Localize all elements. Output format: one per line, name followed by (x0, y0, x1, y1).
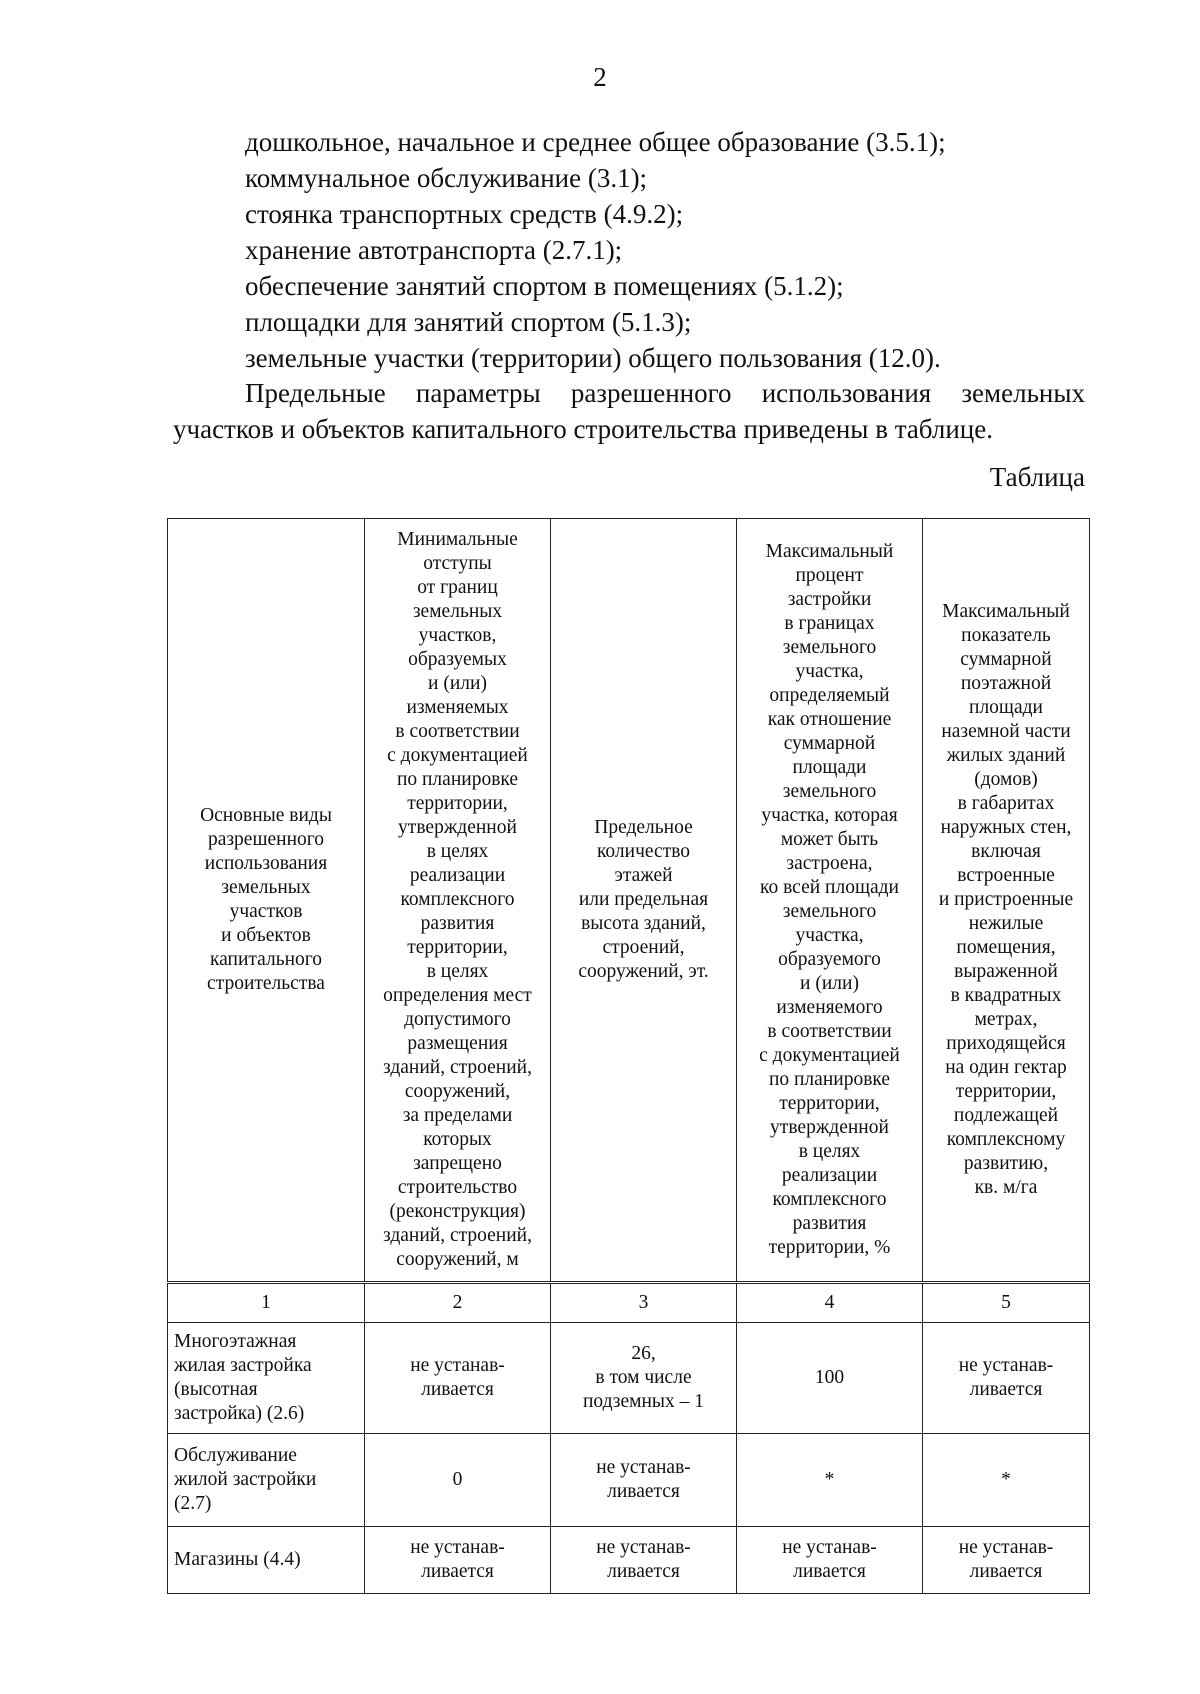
header-text: Максимальный показатель суммарной поэтажной площади наземной части жилых зданий (домов) в габаритах наружных стен, включая встроенные и пристроенные нежилые помещения, выраженной в квадратных метрах, приходящейся на один гектар территории, подлежащей комплексному развитию, кв. м/га (938, 601, 1074, 1198)
header-cell-floors (551, 519, 737, 1283)
header-cell-floor-area (923, 519, 1090, 1283)
column-number: 3 (551, 1283, 737, 1323)
floors-cell (551, 1527, 737, 1594)
table-row (168, 1323, 1090, 1434)
list-item: земельные участки (территории) общего пользования (12.0). (245, 343, 941, 373)
header-text: Максимальный процент застройки в границах земельного участка, определяемый как отношение суммарной площади земельного участка, которая может быть застроена, ко всей площади земельного участка, образуемого и (или) изменяемого в соответствии с документацией по планировке территории, утвержденной в целях реализации комплексного развития территории, % (759, 541, 900, 1258)
setback-cell (365, 1434, 551, 1527)
setback-cell (365, 1323, 551, 1434)
setback-value: 0 (452, 1469, 463, 1490)
header-text: Основные виды разрешенного использования земельных участков и объектов капитального строительства (200, 805, 332, 994)
page-number: 2 (593, 62, 607, 92)
column-number: 1 (168, 1283, 365, 1323)
floors-cell (551, 1323, 737, 1434)
setback-value: не устанав- ливается (410, 1537, 505, 1582)
coverage-value: * (824, 1469, 835, 1490)
column-number-row (168, 1283, 1090, 1323)
floors-value: не устанав- ливается (596, 1537, 691, 1582)
floor-area-value: не устанав- ливается (958, 1355, 1054, 1400)
floor-area-value: не устанав- ливается (958, 1537, 1054, 1582)
land-use-list (245, 124, 946, 376)
header-text: Предельное количество этажей или предельная высота зданий, строений, сооружений, эт. (578, 817, 709, 982)
coverage-cell (737, 1527, 923, 1594)
setback-value: не устанав- ливается (410, 1355, 505, 1400)
floor-area-value: * (1001, 1469, 1011, 1490)
list-item: обеспечение занятий спортом в помещениях (5.1.2); (245, 271, 844, 301)
setback-cell (365, 1527, 551, 1594)
floors-value: не устанав- ливается (596, 1457, 691, 1502)
list-item: площадки для занятий спортом (5.1.3); (245, 307, 692, 337)
row-name: Многоэтажная жилая застройка (высотная застройка) (2.6) (174, 1331, 312, 1424)
coverage-value: 100 (814, 1367, 845, 1388)
column-number: 4 (737, 1283, 923, 1323)
parameters-table (167, 518, 1090, 1594)
coverage-cell (737, 1434, 923, 1527)
header-cell-setbacks (365, 519, 551, 1283)
row-name-cell (168, 1323, 365, 1434)
header-cell-land-use-type (168, 519, 365, 1283)
header-text: Минимальные отступы от границ земельных участков, образуемых и (или) изменяемых в соответствии с документацией по планировке территории, утвержденной в целях реализации комплексного развития территории, в целях определения мест допустимого размещения зданий, строений, сооружений, за пределами которых запрещено строительство (реконструкция) зданий, строений, сооружений, м (383, 529, 532, 1270)
table-row (168, 1527, 1090, 1594)
table-header-row (168, 519, 1090, 1283)
coverage-cell (737, 1323, 923, 1434)
body-paragraph: Предельные параметры разрешенного использования земельных участков и объектов капитального строительства приведены в таблице. (173, 378, 1085, 444)
list-item: дошкольное, начальное и среднее общее образование (3.5.1); (245, 127, 946, 157)
list-item: коммунальное обслуживание (3.1); (245, 163, 648, 193)
header-cell-coverage (737, 519, 923, 1283)
column-number: 2 (365, 1283, 551, 1323)
row-name: Магазины (4.4) (174, 1549, 301, 1570)
row-name-cell (168, 1527, 365, 1594)
row-name-cell (168, 1434, 365, 1527)
row-name: Обслуживание жилой застройки (2.7) (174, 1445, 317, 1514)
floors-value: 26, в том числе подземных – 1 (582, 1343, 705, 1412)
table-row (168, 1434, 1090, 1527)
floor-area-cell (923, 1434, 1090, 1527)
table-caption: Таблица (989, 462, 1085, 492)
floor-area-cell (923, 1323, 1090, 1434)
floor-area-cell (923, 1527, 1090, 1594)
list-item: стоянка транспортных средств (4.9.2); (245, 199, 684, 229)
floors-cell (551, 1434, 737, 1527)
column-number: 5 (923, 1283, 1090, 1323)
coverage-value: не устанав- ливается (782, 1537, 877, 1582)
list-item: хранение автотранспорта (2.7.1); (245, 235, 623, 265)
